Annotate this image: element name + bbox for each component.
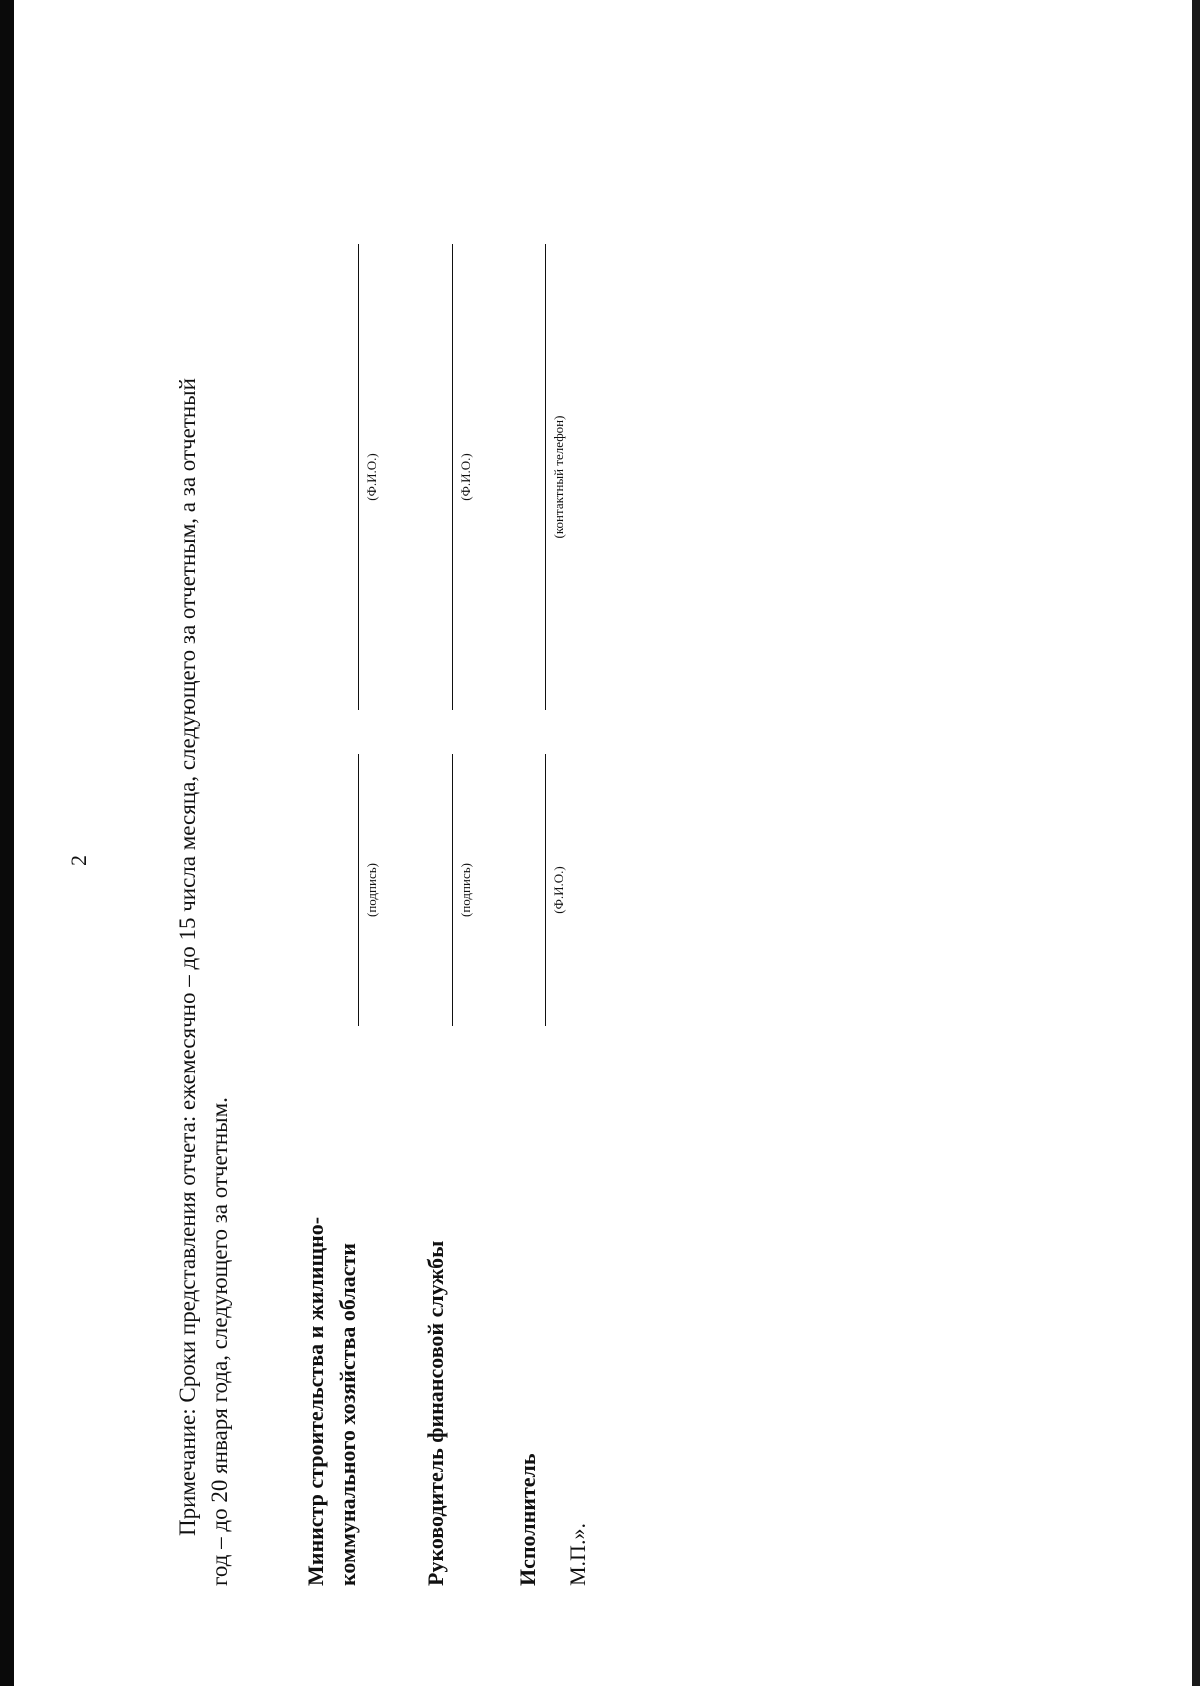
minister-title	[300, 1217, 364, 1586]
minister-signature-line	[358, 754, 359, 1026]
minister-title-line-2: коммунального хозяйства области	[335, 1243, 360, 1586]
finance-head-signature-line	[452, 754, 453, 1026]
executor-title: Исполнитель	[515, 1453, 540, 1586]
finance-head-name-caption: (Ф.И.О.)	[458, 453, 473, 501]
minister-signature-caption: (подпись)	[364, 863, 379, 917]
minister-title-line-1: Министр строительства и жилищно-	[303, 1216, 328, 1586]
page-number: 2	[66, 855, 91, 866]
minister-name-caption: (Ф.И.О.)	[364, 453, 379, 501]
executor-phone-caption: (контактный телефон)	[551, 415, 566, 539]
finance-head-title: Руководитель финансовой службы	[423, 1240, 448, 1586]
executor-phone-line	[545, 244, 546, 710]
stamp-label: М.П.».	[565, 1523, 590, 1586]
minister-name-line	[358, 244, 359, 710]
note-paragraph	[172, 186, 236, 1586]
finance-head-signature-caption: (подпись)	[458, 863, 473, 917]
note-line-2: год – до 20 января года, следующего за отчетным.	[207, 1097, 232, 1586]
executor-name-line	[545, 754, 546, 1026]
executor-name-caption: (Ф.И.О.)	[551, 866, 566, 914]
note-line-1: Примечание: Сроки представления отчета: ежемесячно – до 15 числа месяца, следующего за отчетным, а за отчетный	[175, 378, 200, 1536]
finance-head-name-line	[452, 244, 453, 710]
